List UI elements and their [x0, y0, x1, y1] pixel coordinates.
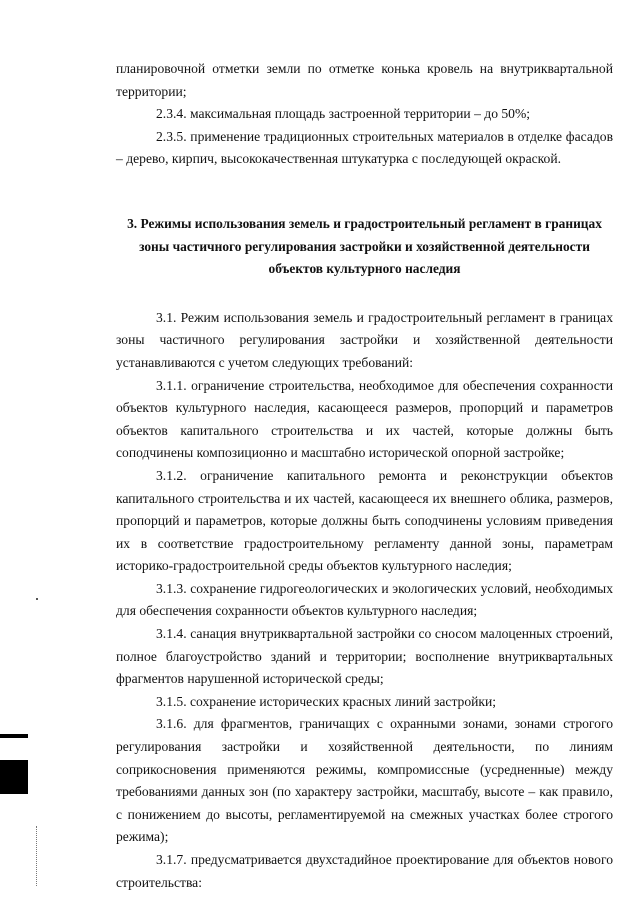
paragraph-3-1-1: 3.1.1. ограничение строительства, необходимое для обеспечения сохранности объектов культурного наследия, касающееся размеров, пропорций и параметров объектов капитального строительства и их частей, которые должны быть соподчинены композиционно и масштабно исторической опорной застройке; — [116, 377, 613, 461]
paragraph-3-1-4: 3.1.4. санация внутриквартальной застройки со сносом малоценных строений, полное благоустройство зданий и территории; восполнение внутриквартальных фрагментов нарушенной исторической среды; — [116, 626, 613, 687]
paragraph-3-1-2: 3.1.2. ограничение капитального ремонта и реконструкции объектов капитального строительства и их частей, касающееся их внешнего облика, размеров, пропорций и параметров, которые должны быть соподчинены условиям приведения их в соответствие градостроительному регламенту данной зоны, параметрам историко-градостроительной среды объектов культурного наследия; — [116, 467, 613, 574]
document-body — [116, 58, 613, 894]
binding-mark-thin — [0, 734, 28, 738]
spacer — [116, 171, 613, 185]
scan-edge-marks — [36, 826, 39, 886]
paragraph-3-1-3: 3.1.3. сохранение гидрогеологических и экологических условий, необходимых для обеспечения сохранности объектов культурного наследия; — [116, 580, 613, 619]
paragraph-2-3-4: 2.3.4. максимальная площадь застроенной территории – до 50%; — [156, 106, 531, 122]
paragraph-3-1-7: 3.1.7. предусматривается двухстадийное проектирование для объектов нового строительства: — [116, 852, 613, 890]
scan-speck — [36, 598, 38, 600]
paragraph-2-3-5: 2.3.5. применение традиционных строительных материалов в отделке фасадов – дерево, кирпич, высококачественная штукатурка с последующей окраской. — [116, 128, 613, 167]
binding-mark-block — [0, 760, 28, 794]
paragraph-continuation: планировочной отметки земли по отметке конька кровель на внутриквартальной территории; — [116, 61, 613, 99]
paragraph-3-1-5: 3.1.5. сохранение исторических красных линий застройки; — [156, 693, 497, 709]
paragraph-3-1-6: 3.1.6. для фрагментов, граничащих с охранными зонами, зонами строгого регулирования застройки и хозяйственной деятельности, по линиям соприкосновения применяются режимы, компромиссные (усредненные) между требованиями данных зон (по характеру застройки, масштабу, высоте – как правило, с понижением до высоты, регламентируемой на смежных участках более строгого режима); — [116, 716, 613, 845]
paragraph-3-1: 3.1. Режим использования земель и градостроительный регламент в границах зоны частичного регулирования застройки и хозяйственной деятельности устанавливаются с учетом следующих требований: — [116, 309, 613, 370]
section-heading: 3. Режимы использования земель и градостроительный регламент в границах зоны частичного регулирования застройки и хозяйственной деятельности объектов культурного наследия — [127, 215, 602, 277]
